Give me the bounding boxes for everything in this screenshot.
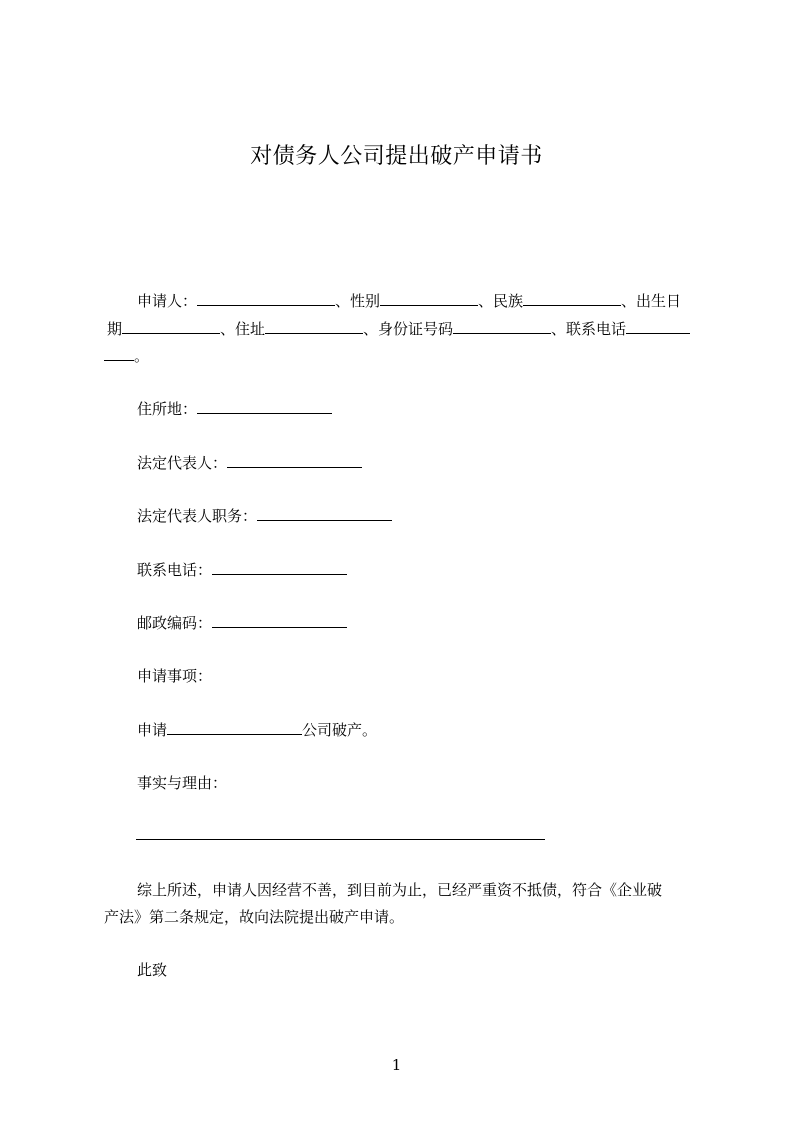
- residence-label: 住所地：: [137, 400, 198, 418]
- legal-rep-line: [137, 449, 737, 477]
- request-heading: 申请事项：: [137, 667, 213, 685]
- ethnicity-label: 、民族: [478, 292, 524, 310]
- birth-date-blank: [122, 317, 220, 334]
- legal-rep-blank: [227, 451, 362, 468]
- applicant-line-3: [104, 342, 704, 370]
- address-label: 、住址: [220, 320, 266, 338]
- conclusion-line-2: 产法》第二条规定，故向法院提出破产申请。: [104, 908, 405, 926]
- legal-rep-position-label: 法定代表人职务：: [137, 507, 258, 525]
- applicant-label: 申请人：: [137, 292, 198, 310]
- applicant-line-2: [107, 315, 707, 343]
- postal-code-line: [137, 609, 737, 637]
- conclusion-line-1: 综上所述，申请人因经营不善，到目前为止，已经严重资不抵债，符合《企业破: [137, 881, 663, 899]
- contact-phone-line: [137, 556, 737, 584]
- ethnicity-blank: [523, 289, 621, 306]
- request-prefix: 申请: [137, 721, 168, 739]
- residence-line: [137, 395, 737, 423]
- address-blank: [265, 317, 363, 334]
- gender-blank: [380, 289, 478, 306]
- birth-date-label-2: 期: [107, 320, 123, 338]
- residence-blank: [197, 397, 332, 414]
- company-name-blank: [167, 718, 302, 735]
- legal-rep-position-blank: [257, 504, 392, 521]
- request-line: [137, 716, 737, 744]
- applicant-line-1: [137, 287, 737, 315]
- gender-label: 、性别: [335, 292, 381, 310]
- facts-blank-line: [136, 839, 545, 840]
- phone-label: 、联系电话: [551, 320, 627, 338]
- contact-phone-blank: [212, 558, 347, 575]
- legal-rep-position-line: [137, 502, 737, 530]
- legal-rep-label: 法定代表人：: [137, 454, 228, 472]
- applicant-name-blank: [197, 289, 335, 306]
- phone-blank-2: [104, 344, 134, 361]
- id-number-blank: [453, 317, 551, 334]
- contact-phone-label: 联系电话：: [137, 561, 213, 579]
- birth-date-label-1: 、出生日: [621, 292, 682, 310]
- document-title: 对债务人公司提出破产申请书: [250, 144, 543, 169]
- phone-blank-1: [626, 317, 690, 334]
- request-suffix: 公司破产。: [302, 721, 378, 739]
- facts-heading: 事实与理由：: [137, 774, 228, 792]
- page-number: 1: [391, 1056, 402, 1074]
- id-number-label: 、身份证号码: [363, 320, 454, 338]
- applicant-end: 。: [134, 347, 150, 365]
- closing-salutation: 此致: [137, 961, 168, 979]
- postal-code-blank: [212, 611, 347, 628]
- postal-code-label: 邮政编码：: [137, 614, 213, 632]
